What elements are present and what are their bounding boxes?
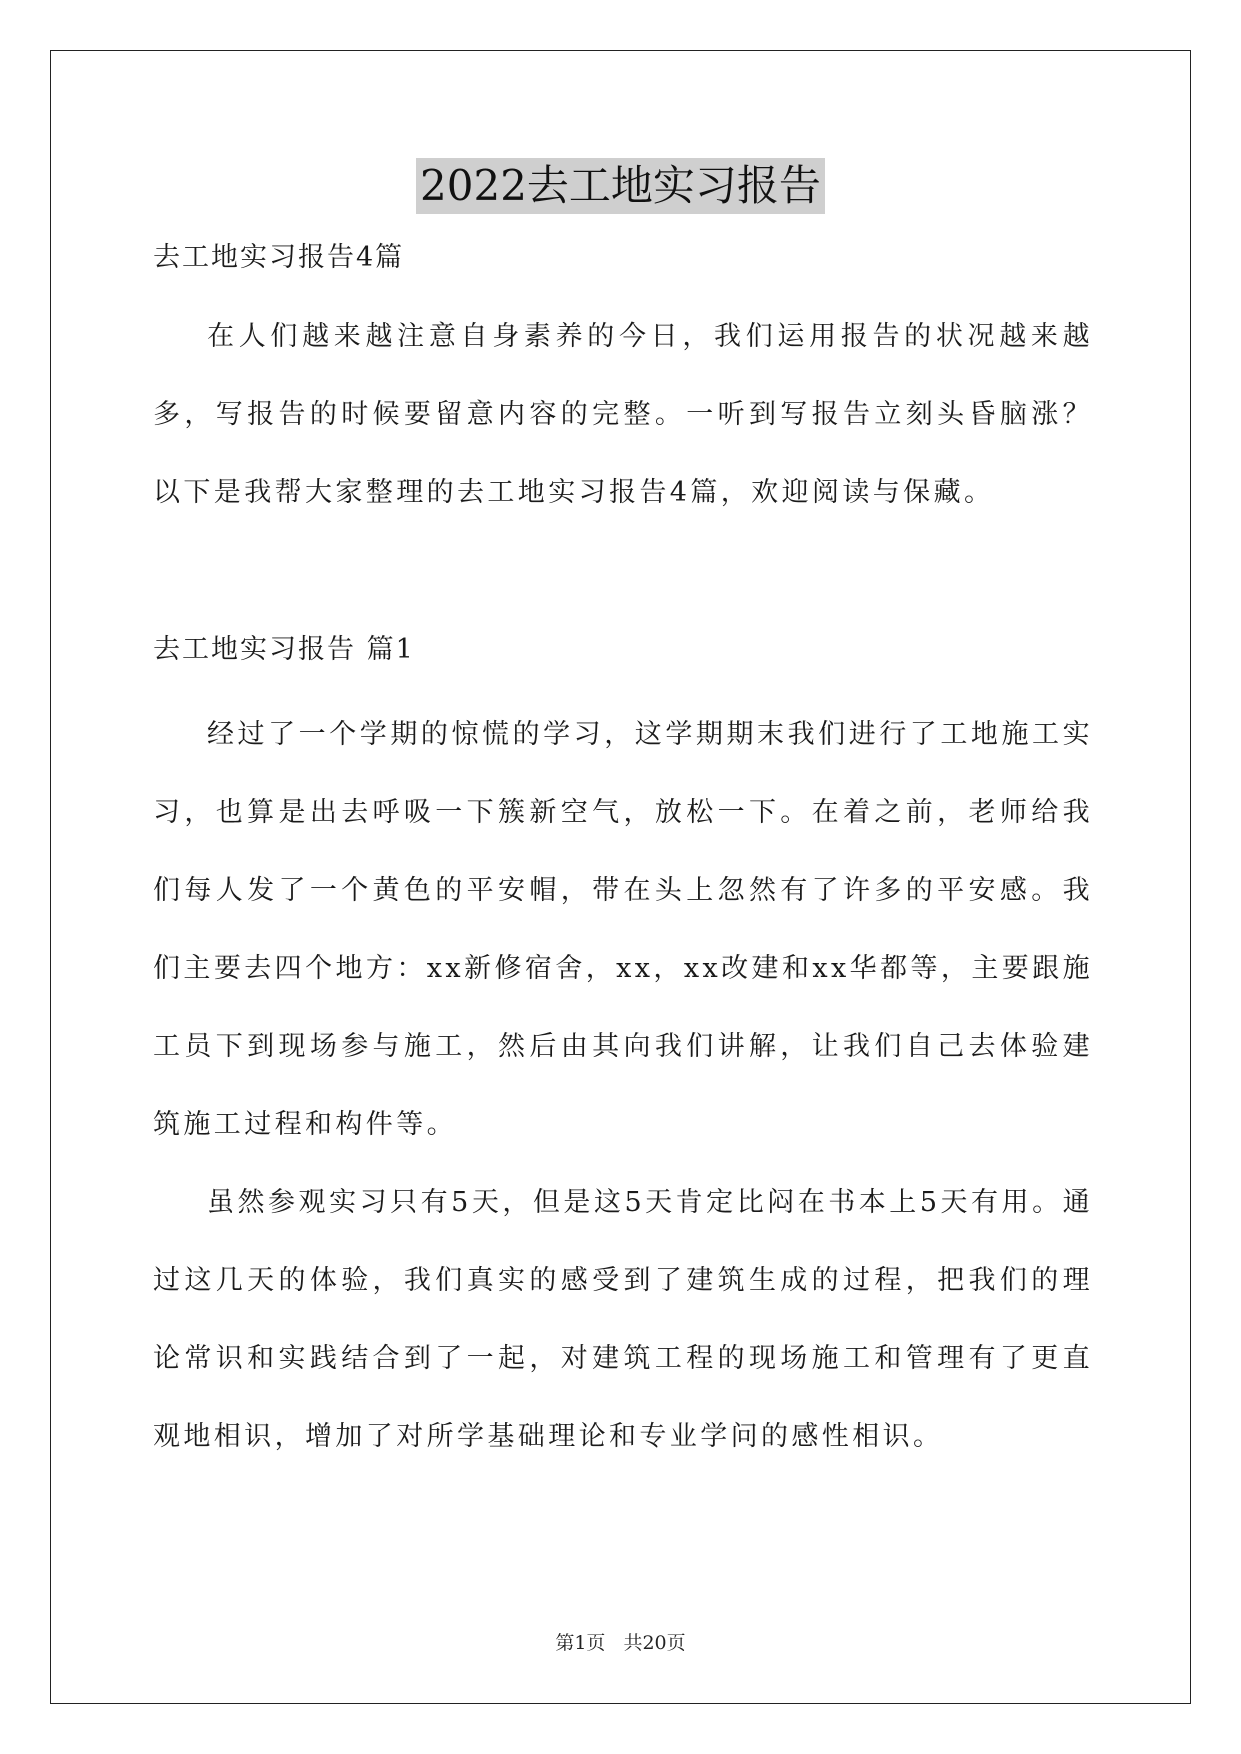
section-paragraph: 虽然参观实习只有5天，但是这5天肯定比闷在书本上5天有用。通过这几天的体验，我们真实的感受到了建筑生成的过程，把我们的理论常识和实践结合到了一起，对建筑工程的现场施工和管理有了更直观地相识，增加了对所学基础理论和专业学问的感性相识。	[153, 1187, 1093, 1452]
page-total: 共20页	[623, 1632, 686, 1654]
section-paragraph: 经过了一个学期的惊慌的学习，这学期期末我们进行了工地施工实习，也算是出去呼吸一下簇新空气，放松一下。在着之前，老师给我们每人发了一个黄色的平安帽，带在头上忽然有了许多的平安感。我们主要去四个地方：xx新修宿舍，xx，xx改建和xx华都等，主要跟施工员下到现场参与施工，然后由其向我们讲解，让我们自己去体验建筑施工过程和构件等。	[153, 719, 1093, 1140]
intro-paragraph: 在人们越来越注意自身素养的今日，我们运用报告的状况越来越多，写报告的时候要留意内容的完整。一听到写报告立刻头昏脑涨？以下是我帮大家整理的去工地实习报告4篇，欢迎阅读与保藏。	[153, 321, 1093, 508]
subtitle: 去工地实习报告4篇	[153, 242, 405, 273]
page-footer	[0, 1628, 1241, 1655]
document-title-container	[0, 158, 1241, 214]
document-body	[153, 238, 1093, 1476]
section-heading: 去工地实习报告 篇1	[153, 634, 415, 665]
document-title: 2022去工地实习报告	[416, 158, 825, 214]
page-number: 第1页	[555, 1632, 606, 1654]
